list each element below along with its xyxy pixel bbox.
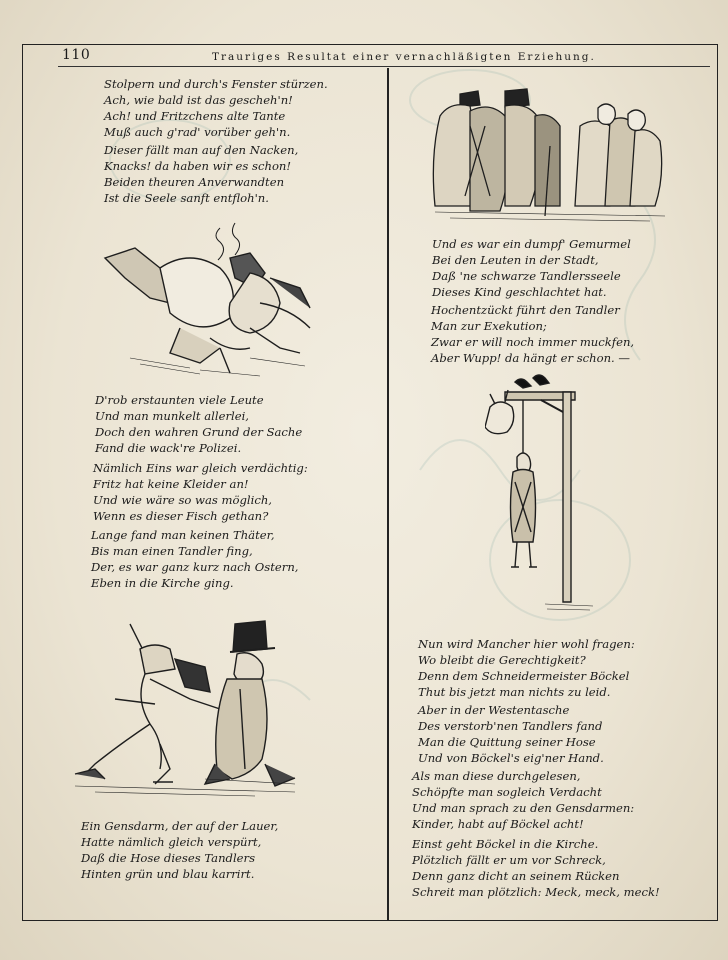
verse-line: D'rob erstaunten viele Leute: [95, 393, 264, 407]
verse-line: Ein Gensdarm, der auf der Lauer,: [81, 819, 279, 833]
verse-line: Hochentzückt führt den Tandler: [431, 303, 620, 317]
verse-line: Muß auch g'rad' vorüber geh'n.: [104, 125, 291, 139]
verse-line: Dieser fällt man auf den Nacken,: [104, 143, 299, 157]
verse-line: Plötzlich fällt er um vor Schreck,: [412, 853, 606, 867]
right-stanza-3: [418, 636, 635, 700]
verse-line: Bis man einen Tandler fing,: [91, 544, 253, 558]
left-stanza-6: [81, 818, 278, 882]
verse-line: Eben in die Kirche ging.: [91, 576, 234, 590]
verse-line: Lange fand man keinen Thäter,: [91, 528, 275, 542]
verse-line: Des verstorb'nen Tandlers fand: [418, 719, 603, 733]
verse-line: Nun wird Mancher hier wohl fragen:: [418, 637, 635, 651]
verse-line: Fritz hat keine Kleider an!: [93, 477, 249, 491]
verse-line: Stolpern und durch's Fenster stürzen.: [104, 77, 328, 91]
verse-line: Nämlich Eins war gleich verdächtig:: [93, 461, 308, 475]
verse-line: Doch den wahren Grund der Sache: [95, 425, 303, 439]
title-rule: [58, 66, 710, 67]
verse-line: Als man diese durchgelesen,: [412, 769, 581, 783]
verse-line: Denn dem Schneidermeister Böckel: [418, 669, 630, 683]
verse-line: Denn ganz dicht an seinem Rücken: [412, 869, 620, 883]
illustration-fallen-bodies: [100, 218, 315, 383]
verse-line: Thut bis jetzt man nichts zu leid.: [418, 685, 611, 699]
right-stanza-1: [432, 236, 631, 300]
verse-line: Bei den Leuten in der Stadt,: [432, 253, 599, 267]
verse-line: Wenn es dieser Fisch gethan?: [93, 509, 269, 523]
right-stanza-6: [412, 836, 660, 900]
left-stanza-1: [104, 76, 328, 140]
right-stanza-4: [418, 702, 604, 766]
verse-line: Und von Böckel's eig'ner Hand.: [418, 751, 604, 765]
verse-line: Hatte nämlich gleich verspürt,: [81, 835, 262, 849]
verse-line: Wo bleibt die Gerechtigkeit?: [418, 653, 586, 667]
running-title: Trauriges Resultat einer vernachläßigten Erziehung.: [212, 51, 596, 63]
verse-line: Hinten grün und blau karrirt.: [81, 867, 255, 881]
verse-line: Aber Wupp! da hängt er schon. —: [431, 351, 631, 365]
verse-line: Beiden theuren Anverwandten: [104, 175, 285, 189]
verse-line: Fand die wack're Polizei.: [95, 441, 242, 455]
verse-line: Der, es war ganz kurz nach Ostern,: [91, 560, 299, 574]
left-stanza-4: [93, 460, 308, 524]
verse-line: Aber in der Westentasche: [418, 703, 570, 717]
left-stanza-2: [104, 142, 298, 206]
left-stanza-5: [91, 527, 298, 591]
verse-line: Und es war ein dumpf' Gemurmel: [432, 237, 631, 251]
illustration-crowd-of-townspeople: [430, 86, 670, 224]
illustration-gendarme-and-tandler: [55, 614, 305, 799]
verse-line: Und man sprach zu den Gensdarmen:: [412, 801, 635, 815]
verse-line: Daß 'ne schwarze Tandlersseele: [432, 269, 621, 283]
right-stanza-5: [412, 768, 634, 832]
verse-line: Und wie wäre so was möglich,: [93, 493, 272, 507]
verse-line: Daß die Hose dieses Tandlers: [81, 851, 256, 865]
verse-line: Ach, wie bald ist das gescheh'n!: [104, 93, 293, 107]
verse-line: Kinder, habt auf Böckel acht!: [412, 817, 584, 831]
verse-line: Dieses Kind geschlachtet hat.: [432, 285, 607, 299]
verse-line: Man zur Exekution;: [431, 319, 547, 333]
verse-line: Schöpfte man sogleich Verdacht: [412, 785, 602, 799]
verse-line: Ach! und Fritzchens alte Tante: [104, 109, 286, 123]
verse-line: Zwar er will noch immer muckfen,: [431, 335, 635, 349]
verse-line: Schreit man plötzlich: Meck, meck, meck!: [412, 885, 660, 899]
verse-line: Einst geht Böckel in die Kirche.: [412, 837, 599, 851]
verse-line: Man die Quittung seiner Hose: [418, 735, 596, 749]
verse-line: Knacks! da haben wir es schon!: [104, 159, 292, 173]
page-number: 110: [62, 47, 91, 63]
verse-line: Und man munkelt allerlei,: [95, 409, 249, 423]
illustration-gallows-with-hanged-tandler: [485, 372, 595, 612]
column-divider: [387, 68, 389, 921]
left-stanza-3: [95, 392, 302, 456]
right-stanza-2: [431, 302, 634, 366]
verse-line: Ist die Seele sanft entfloh'n.: [104, 191, 269, 205]
